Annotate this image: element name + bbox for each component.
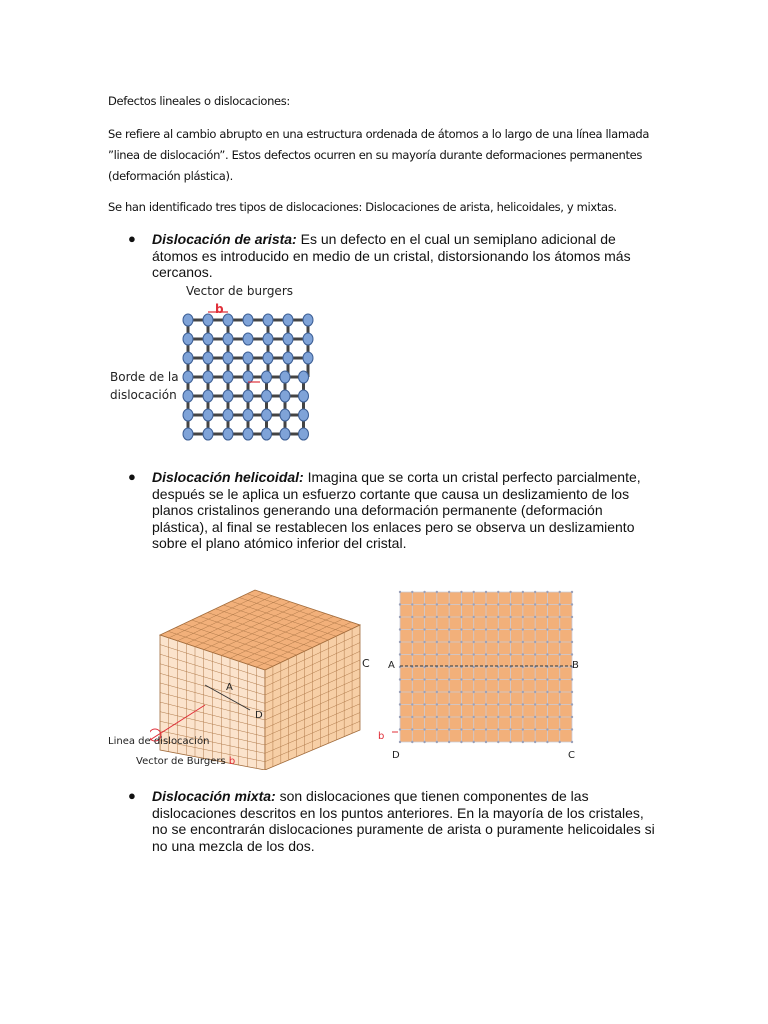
term-mixta: Dislocación mixta: [152, 788, 276, 804]
term-arista: Dislocación de arista: [152, 231, 297, 247]
plane-label-c: C [568, 750, 575, 761]
burgers-vector-label: Vector de Burgers b [136, 756, 236, 767]
edge-dislocation-figure [180, 310, 330, 460]
section-heading: Defectos lineales o dislocaciones: [108, 94, 290, 108]
plane-label-d: D [392, 750, 400, 761]
b-label: b [215, 302, 224, 316]
dislocation-line-label: Linea de dislocación [108, 736, 210, 747]
screw-dislocation-plane [392, 590, 576, 746]
desc-helicoidal: Imagina que se corta un cristal perfecto parcialmente, después se le aplica un esfuerzo cortante que causa un deslizamiento de los planos cristalinos generando una deformación permanente (deformación plástica), al final se restablecen los enlaces pero se observa un deslizamiento sobre el plano atómico inferior del cristal. [152, 469, 641, 551]
cube-label-c: C [362, 657, 370, 670]
plane-label-b-small: b [378, 731, 385, 742]
intro-paragraph: Se refiere al cambio abrupto en una estructura ordenada de átomos a lo largo de una línea llamada ”linea de dislocación”. Estos defectos ocurren en su mayoría durante deformaciones permanentes (deformación plástica). [108, 127, 650, 183]
desc-mixta: son dislocaciones que tienen componentes de las dislocaciones descritos en los puntos anteriores. En la mayoría de los cristales, no se encontrarán dislocaciones puramente de arista o puramente helicoidales si no una mezcla de los dos. [152, 788, 655, 854]
bullet-icon: ● [128, 788, 136, 803]
desc-arista: Es un defecto en el cual un semiplano adicional de átomos es introducido en medio de un cristal, distorsionando los átomos más cercanos. [152, 231, 631, 280]
cube-label-a: A [226, 682, 233, 693]
term-helicoidal: Dislocación helicoidal: [152, 469, 304, 485]
types-sentence: Se han identificado tres tipos de dislocaciones: Dislocaciones de arista, helicoidales, y mixtas. [108, 200, 617, 214]
plane-label-a: A [388, 660, 395, 671]
edge-label: Borde de la dislocación [110, 370, 179, 402]
cube-label-d: D [255, 710, 263, 721]
bullet-icon: ● [128, 231, 136, 246]
vector-burgers-label: Vector de burgers [186, 284, 293, 298]
bullet-icon: ● [128, 469, 136, 484]
plane-label-b: B [572, 660, 579, 671]
